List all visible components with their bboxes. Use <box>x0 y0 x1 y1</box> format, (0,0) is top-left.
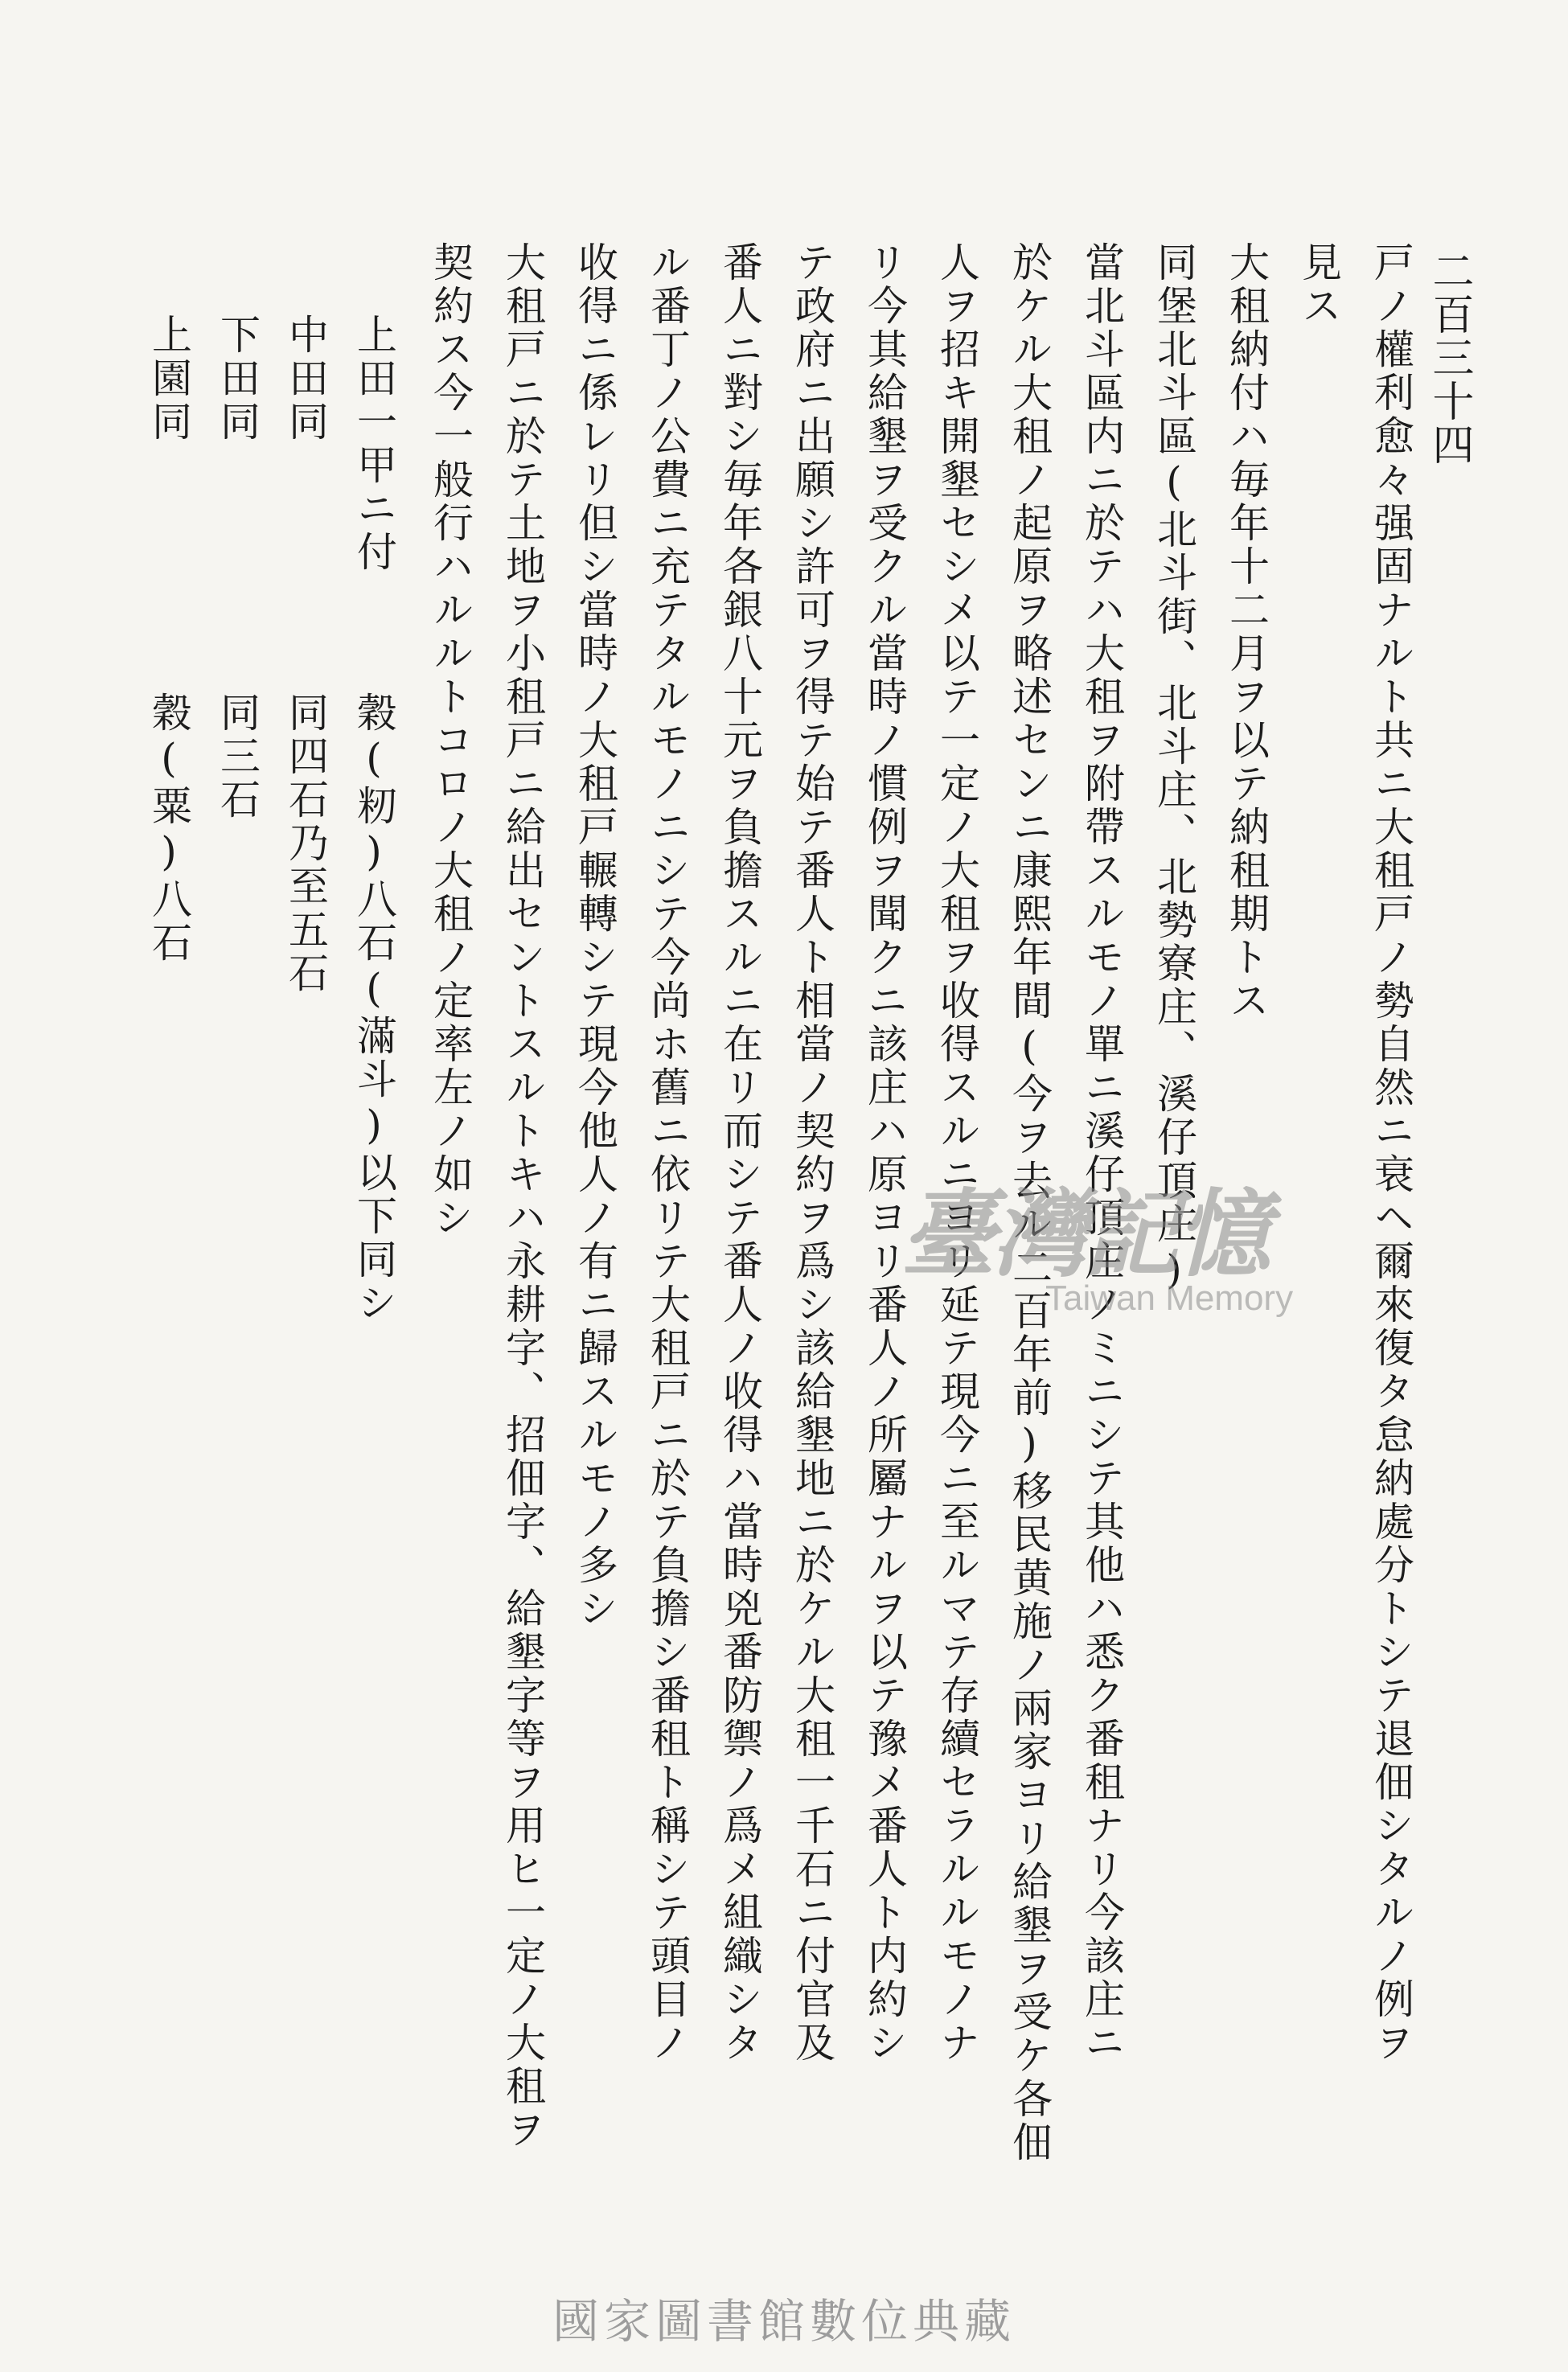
text-column: 於ケル大租ノ起原ヲ略述センニ康熙年間(今ヲ去ル二百年前)移民黄施ノ兩家ヨリ給墾ヲ受ケ各佃 <box>1006 241 1053 2165</box>
row-label: 下田同 <box>214 314 261 444</box>
text-column: テ政府ニ出願シ許可ヲ得テ始テ番人ト相當ノ契約ヲ爲シ該給墾地ニ於ケル大租一千石ニ付官及 <box>789 241 835 2065</box>
text-column: リ今其給墾ヲ受クル當時ノ慣例ヲ聞クニ該庄ハ原ヨリ番人ノ所屬ナルヲ以テ豫メ番人ト内約シ <box>861 241 908 2065</box>
text-column: 戸ノ權利愈々强固ナルト共ニ大租戸ノ勢自然ニ衰ヘ爾來復タ怠納處分トシテ退佃シタルノ例ヲ <box>1368 241 1414 2065</box>
row-label: 上田一甲ニ付 <box>351 314 397 574</box>
row-label: 上園同 <box>146 314 192 444</box>
row-value: 同四石乃至五石 <box>282 691 329 995</box>
text-column: 契約ス今一般行ハルルトコロノ大租ノ定率左ノ如シ <box>427 241 474 1240</box>
text-column: 番人ニ對シ毎年各銀八十元ヲ負擔スルニ在リ而シテ番人ノ收得ハ當時兇番防禦ノ爲メ組織シタ <box>716 241 763 2065</box>
text-column: 大租納付ハ毎年十二月ヲ以テ納租期トス <box>1223 241 1270 1023</box>
text-column: 大租戸ニ於テ土地ヲ小租戸ニ給出セントスルトキハ永耕字、招佃字、給墾字等ヲ用ヒ一定ノ大租ヲ <box>499 241 546 2152</box>
row-value: 穀(籾)八石(滿斗)以下同シ <box>351 691 397 1325</box>
text-column: 人ヲ招キ開墾セシメ以テ一定ノ大租ヲ收得スルニヨリ延テ現今ニ至ルマテ存續セラルルモノナ <box>934 241 980 2065</box>
library-footer-mark: 國家圖書館數位典藏 <box>552 2294 1016 2349</box>
taiwan-memory-watermark <box>901 1158 1319 1367</box>
row-label: 中田同 <box>282 314 329 444</box>
text-column: 見ス <box>1295 241 1342 328</box>
watermark-subtitle: Taiwan Memory <box>1045 1278 1294 1318</box>
row-value: 穀(粟)八石 <box>146 691 192 965</box>
text-column: ル番丁ノ公費ニ充テタルモノニシテ今尚ホ舊ニ依リテ大租戸ニ於テ負擔シ番租ト稱シテ頭目ノ <box>644 241 691 2065</box>
page-number: 二百三十四 <box>1425 249 1473 466</box>
text-column: 當北斗區内ニ於テハ大租ヲ附帶スルモノ單ニ溪仔頂庄ノミニシテ其他ハ悉ク番租ナリ今該庄ニ <box>1078 241 1125 2065</box>
section-heading: 同堡北斗區(北斗街、北斗庄、北勢寮庄、溪仔頂庄) <box>1151 241 1197 1296</box>
text-column: 收得ニ係レリ但シ當時ノ大租戸輾轉シテ現今他人ノ有ニ歸スルモノ多シ <box>572 241 618 1631</box>
watermark-logo-text: 臺灣記憶 <box>901 1178 1268 1290</box>
row-value: 同三石 <box>214 691 261 822</box>
